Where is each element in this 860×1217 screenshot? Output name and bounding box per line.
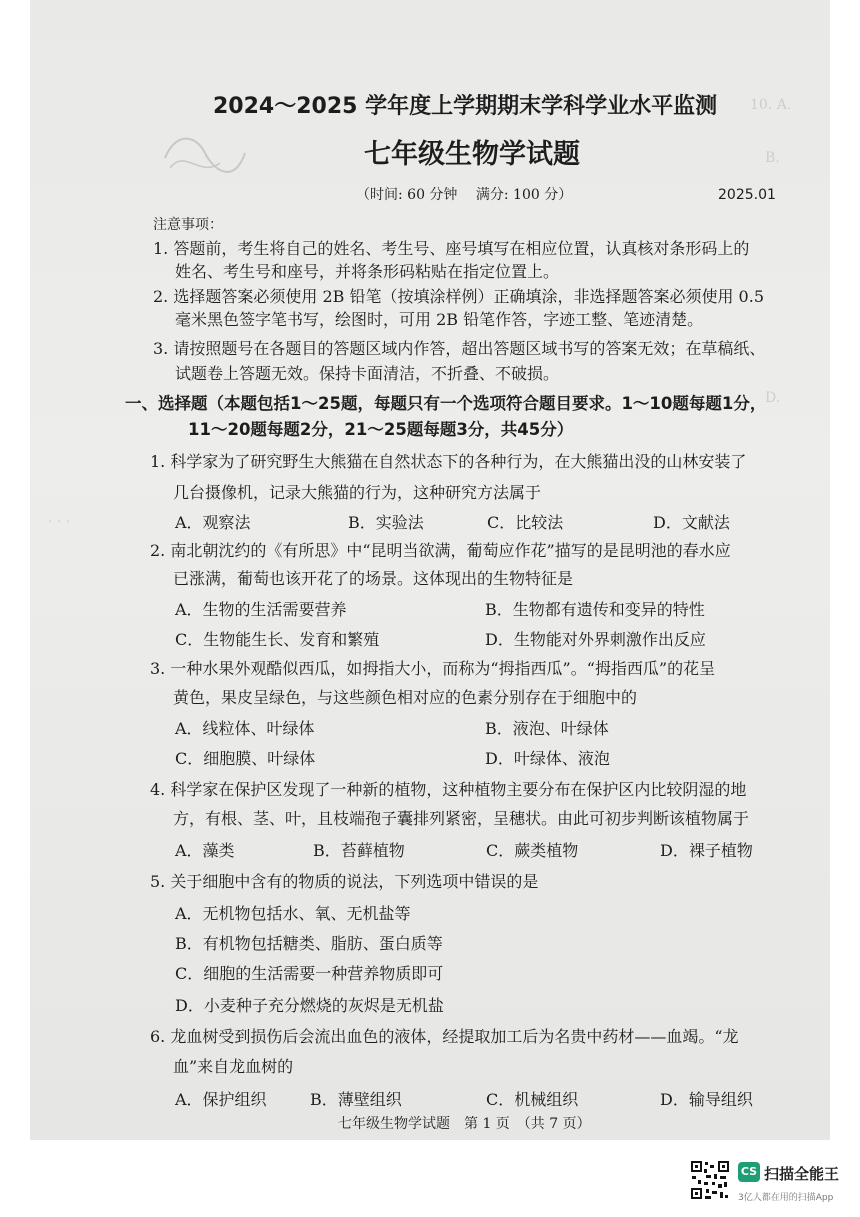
option-d: D．文献法 xyxy=(653,513,730,532)
option-b: B．有机物包括糖类、脂肪、蛋白质等 xyxy=(175,934,443,953)
option-b: B．薄壁组织 xyxy=(310,1090,402,1109)
notice-item: 2. 选择题答案必须使用 2B 铅笔（按填涂样例）正确填涂，非选择题答案必须使用 0.5 xyxy=(153,287,764,306)
option-c: C．比较法 xyxy=(487,513,564,532)
notice-heading: 注意事项： xyxy=(153,217,223,233)
exam-title: 2024～2025 学年度上学期期末学科学业水平监测 xyxy=(213,94,718,119)
section-heading: 一、选择题（本题包括1～25题，每题只有一个选项符合题目要求。1～10题每题1分， xyxy=(125,394,767,413)
option-c: C．蕨类植物 xyxy=(486,841,579,860)
question-stem: 黄色，果皮呈绿色，与这些颜色相对应的色素分别存在于细胞中的 xyxy=(173,688,638,707)
notice-item: 试题卷上答题无效。保持卡面清洁，不折叠、不破损。 xyxy=(175,364,560,383)
time-score-info: （时间: 60 分钟 满分: 100 分） xyxy=(356,187,573,203)
question-stem: 2. 南北朝沈约的《有所思》中“昆明当欲满，葡萄应作花”描写的是昆明池的春水应 xyxy=(150,541,731,560)
option-a: A．无机物包括水、氧、无机盐等 xyxy=(175,904,411,923)
bleed-through-doodle xyxy=(160,128,250,188)
option-a: A．生物的生活需要营养 xyxy=(175,600,347,619)
scanner-app-name: 扫描全能王 xyxy=(764,1165,840,1183)
option-c: C．细胞膜、叶绿体 xyxy=(175,749,316,768)
option-b: B．实验法 xyxy=(348,513,424,532)
option-d: D．生物能对外界刺激作出反应 xyxy=(485,630,706,649)
bleed-through-text: . . . xyxy=(48,510,71,526)
option-b: B．液泡、叶绿体 xyxy=(485,719,609,738)
notice-item: 姓名、考生号和座号，并将条形码粘贴在指定位置上。 xyxy=(175,262,560,281)
scanner-tagline: 3亿人都在用的扫描App xyxy=(738,1193,834,1203)
option-c: C．生物能生长、发育和繁殖 xyxy=(175,630,380,649)
question-stem: 4. 科学家在保护区发现了一种新的植物，这种植物主要分布在保护区内比较阴湿的地 xyxy=(150,780,747,799)
option-d: D．小麦种子充分燃烧的灰烬是无机盐 xyxy=(175,996,444,1015)
qr-code-icon xyxy=(690,1160,730,1200)
option-d: D．裸子植物 xyxy=(660,841,753,860)
option-b: B．苔藓植物 xyxy=(313,841,405,860)
question-stem: 1. 科学家为了研究野生大熊猫在自然状态下的各种行为，在大熊猫出没的山林安装了 xyxy=(150,452,747,471)
section-heading: 11～20题每题2分，21～25题每题3分，共45分） xyxy=(188,420,574,439)
option-c: C．细胞的生活需要一种营养物质即可 xyxy=(175,964,444,983)
question-stem: 已涨满，葡萄也该开花了的场景。这体现出的生物特征是 xyxy=(173,569,574,588)
exam-date: 2025.01 xyxy=(718,187,776,203)
question-stem: 6. 龙血树受到损伤后会流出血色的液体，经提取加工后为名贵中药材——血竭。“龙 xyxy=(150,1027,739,1046)
exam-subtitle: 七年级生物学试题 xyxy=(364,139,580,170)
bleed-through-text: B. xyxy=(765,150,780,166)
option-c: C．机械组织 xyxy=(486,1090,579,1109)
exam-paper xyxy=(30,0,830,1140)
option-b: B．生物都有遗传和变异的特性 xyxy=(485,600,705,619)
option-a: A．藻类 xyxy=(175,841,235,860)
bleed-through-text: D. xyxy=(765,390,781,406)
notice-item: 3. 请按照题号在各题目的答题区域内作答，超出答题区域书写的答案无效；在草稿纸、 xyxy=(153,339,766,358)
notice-item: 1. 答题前，考生将自己的姓名、考生号、座号填写在相应位置，认真核对条形码上的 xyxy=(153,239,750,258)
question-stem: 血”来自龙血树的 xyxy=(173,1057,294,1076)
camscanner-logo: CS xyxy=(738,1162,760,1182)
page-footer: 七年级生物学试题 第 1 页 （共 7 页） xyxy=(338,1116,591,1132)
notice-item: 毫米黑色签字笔书写，绘图时，可用 2B 铅笔作答，字迹工整、笔迹清楚。 xyxy=(175,310,704,329)
option-a: A．观察法 xyxy=(175,513,251,532)
option-d: D．输导组织 xyxy=(660,1090,753,1109)
question-stem: 5. 关于细胞中含有的物质的说法，下列选项中错误的是 xyxy=(150,872,539,891)
question-stem: 3. 一种水果外观酷似西瓜，如拇指大小，而称为“拇指西瓜”。“拇指西瓜”的花呈 xyxy=(150,659,716,678)
question-stem: 几台摄像机，记录大熊猫的行为，这种研究方法属于 xyxy=(173,483,542,502)
bleed-through-text: 10. A. xyxy=(750,97,792,113)
option-a: A．保护组织 xyxy=(175,1090,267,1109)
option-d: D．叶绿体、液泡 xyxy=(485,749,610,768)
option-a: A．线粒体、叶绿体 xyxy=(175,719,315,738)
question-stem: 方，有根、茎、叶，且枝端孢子囊排列紧密，呈穗状。由此可初步判断该植物属于 xyxy=(173,809,750,828)
